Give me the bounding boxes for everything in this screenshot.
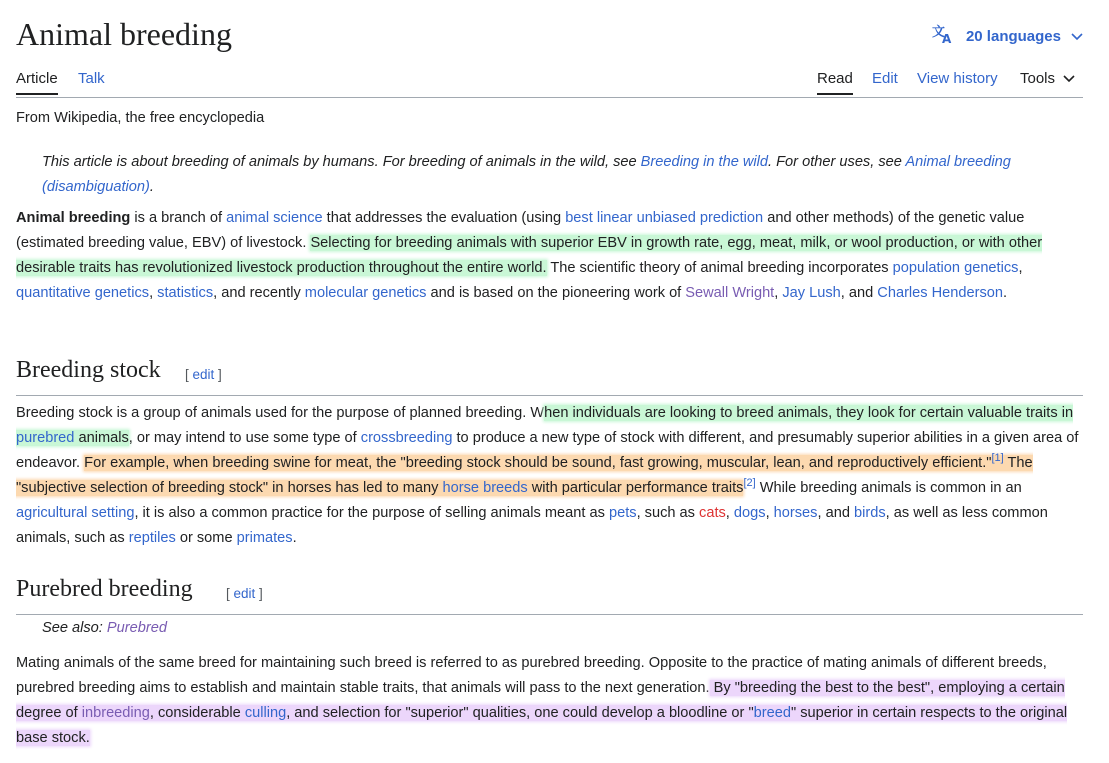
link-statistics[interactable]: statistics (157, 285, 214, 301)
see-also-note (42, 620, 167, 636)
link-breed[interactable]: breed (753, 705, 791, 721)
text: The scientific theory of animal breeding incorporates (546, 260, 893, 276)
text: and other methods) of the genetic value (estimated breeding value, EBV) of livestock. (16, 210, 1025, 251)
text: , (725, 505, 734, 521)
hatnote-text: . For other uses, see (768, 154, 906, 170)
text: , and (840, 285, 878, 301)
link-jay-lush[interactable]: Jay Lush (782, 285, 841, 301)
link-culling[interactable]: culling (244, 705, 287, 721)
edit-link[interactable]: edit (192, 367, 215, 382)
link-breeding-in-the-wild[interactable]: Breeding in the wild (640, 154, 769, 170)
site-tagline: From Wikipedia, the free encyclopedia (16, 110, 265, 126)
link-molecular-genetics[interactable]: molecular genetics (304, 285, 427, 301)
link-animal-breeding-disambiguation[interactable]: Animal breeding (disambiguation) (42, 154, 1011, 195)
text: with particular performance traits (527, 480, 744, 496)
link-charles-henderson[interactable]: Charles Henderson (877, 285, 1004, 301)
highlight-green: Selecting for breeding animals with superior EBV in growth rate, egg, meat, milk, or wool production, or with other desirable traits has revolutionized livestock production throughout the entire world. (16, 235, 1043, 276)
link-population-genetics[interactable]: population genetics (892, 260, 1019, 276)
breeding-stock-paragraph (16, 401, 1083, 551)
link-pets[interactable]: pets (608, 505, 637, 521)
text: Mating animals of the same breed for maintaining such breed is referred to as purebred breeding. Opposite to the practice of mating animals of different breeds, purebred breeding aims to establish and maintain stable traits, that animals will pass to the next generation. (16, 655, 1047, 696)
language-count: 20 languages (965, 28, 1061, 45)
bold-term: Animal breeding (16, 210, 131, 226)
text: , (149, 285, 158, 301)
link-agricultural-setting[interactable]: agricultural setting (16, 505, 135, 521)
see-also-label: See also: (42, 620, 107, 636)
text: . (292, 530, 297, 546)
link-sewall-wright[interactable]: Sewall Wright (685, 285, 775, 301)
link-dogs[interactable]: dogs (733, 505, 766, 521)
tools-menu[interactable] (1020, 70, 1075, 93)
link-primates[interactable]: primates (236, 530, 293, 546)
page-tabs (16, 60, 1083, 98)
hatnote-text: . (149, 179, 154, 195)
text: , and recently (213, 285, 305, 301)
purebred-paragraph (16, 651, 1083, 751)
link-blup[interactable]: best linear unbiased prediction (565, 210, 764, 226)
text: , (765, 505, 774, 521)
tab-talk[interactable]: Talk (78, 70, 105, 87)
text: While breeding animals is common in an (755, 480, 1022, 496)
text: that addresses the evaluation (using (322, 210, 566, 226)
link-horses[interactable]: horses (773, 505, 818, 521)
text: , and selection for "superior" qualities, one could develop a bloodline or " (286, 705, 754, 721)
svg-text:A: A (941, 32, 952, 44)
tools-label: Tools (1020, 70, 1056, 87)
hatnote-text: This article is about breeding of animals by humans. For breeding of animals in the wild, see (42, 154, 641, 170)
tab-read[interactable]: Read (817, 70, 853, 95)
chevron-down-icon (1063, 70, 1075, 87)
tab-view-history[interactable]: View history (917, 70, 998, 87)
svg-text:文: 文 (931, 25, 945, 40)
text: and is based on the pioneering work of (426, 285, 686, 301)
link-crossbreeding[interactable]: crossbreeding (360, 430, 453, 446)
edit-link[interactable]: edit (233, 586, 256, 601)
text: , such as (636, 505, 700, 521)
section-title: Purebred breeding (16, 576, 193, 602)
text: is a branch of (130, 210, 227, 226)
text: , or may intend to use some type of (128, 430, 361, 446)
text: , as well as less common animals, such as (16, 505, 1048, 546)
text: . (1003, 285, 1008, 301)
text: animals (74, 430, 129, 446)
section-edit-link: [ edit ] (185, 367, 222, 382)
text: , and (817, 505, 854, 521)
page-title: Animal breeding (16, 16, 232, 52)
link-cats[interactable]: cats (699, 505, 726, 521)
link-inbreeding[interactable]: inbreeding (81, 705, 150, 721)
hatnote (42, 150, 1042, 200)
text: " superior in certain respects to the original base stock. (16, 705, 1068, 746)
text: hen individuals are looking to breed animals, they look for certain valuable traits in (544, 405, 1074, 421)
link-quantitative-genetics[interactable]: quantitative genetics (16, 285, 150, 301)
text: or some (175, 530, 237, 546)
section-heading-breeding-stock (16, 355, 1083, 396)
citation-link[interactable]: [1] (991, 452, 1004, 465)
text: Breeding stock is a group of animals used for the purpose of planned breeding. W (16, 405, 545, 421)
link-animal-science[interactable]: animal science (226, 210, 323, 226)
section-title: Breeding stock (16, 357, 161, 383)
text: , (774, 285, 783, 301)
text: For example, when breeding swine for meat, the "breeding stock should be sound, fast growing, muscular, lean, and reproductively efficient." (84, 455, 992, 471)
link-purebred[interactable]: purebred (16, 430, 75, 446)
link-purebred-see-also[interactable]: Purebred (106, 620, 167, 636)
text: , it is also a common practice for the purpose of selling animals meant as (134, 505, 609, 521)
translate-icon (932, 24, 954, 49)
link-birds[interactable]: birds (854, 505, 886, 521)
section-edit-link: [ edit ] (226, 586, 263, 601)
link-horse-breeds[interactable]: horse breeds (442, 480, 528, 496)
language-button[interactable] (932, 24, 1083, 49)
text: The "subjective selection of breeding stock" in horses has led to many (16, 455, 1033, 496)
tab-edit[interactable]: Edit (872, 70, 898, 87)
intro-paragraph (16, 206, 1083, 306)
text: By "breeding the best to the best", employing a certain degree of (16, 680, 1065, 721)
text: , considerable (149, 705, 245, 721)
chevron-down-icon (1071, 28, 1083, 45)
section-heading-purebred-breeding (16, 574, 1083, 615)
title-row (16, 14, 1083, 58)
link-reptiles[interactable]: reptiles (128, 530, 176, 546)
text: to produce a new type of stock with different, and presumably superior abilities in a given area of endeavor. (16, 430, 1079, 471)
tab-article[interactable]: Article (16, 70, 58, 95)
text: , (1018, 260, 1023, 276)
citation-link[interactable]: [2] (743, 477, 756, 490)
